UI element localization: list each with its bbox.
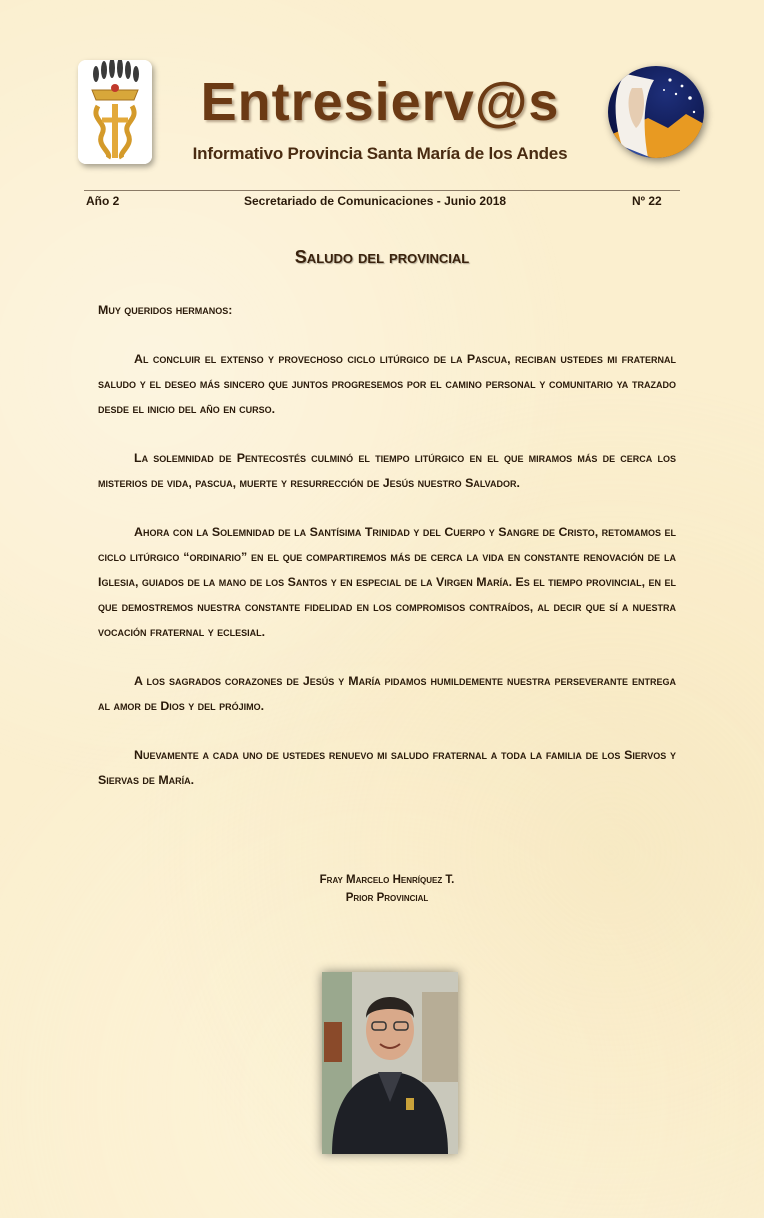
header-divider: [84, 190, 680, 191]
paragraph: La solemnidad de Pentecostés culminó el tiempo litúrgico en el que miramos más de cerca los misterios de vida, pascua, muerte y resurrección de Jesús nuestro Salvador.: [98, 451, 676, 490]
masthead: [180, 72, 580, 164]
paragraph: Nuevamente a cada uno de ustedes renuevo mi saludo fraternal a toda la familia de los Siervos y Siervas de María.: [98, 748, 676, 787]
signature-block: [0, 871, 764, 907]
greeting: Muy queridos hermanos:: [98, 303, 233, 317]
issue-number: Nº 22: [632, 194, 662, 208]
department-date: Secretariado de Comunicaciones - Junio 2018: [244, 194, 507, 208]
newsletter-title: Entresierv@s: [200, 72, 560, 132]
paragraph: Al concluir el extenso y provechoso ciclo litúrgico de la Pascua, reciban ustedes mi fraternal saludo y el deseo más sincero que juntos progresemos por el camino personal y comunitario ya trazado desde el inicio del año en curso.: [98, 352, 676, 416]
signature-name: Fray Marcelo Henríquez T.: [319, 874, 455, 886]
signature-title: Prior Provincial: [345, 892, 429, 904]
article-heading: Saludo del provincial: [294, 247, 470, 267]
provincial-photo: [322, 972, 458, 1154]
article-body: [98, 298, 676, 817]
newsletter-subtitle: Informativo Provincia Santa María de los Andes: [192, 144, 568, 163]
paragraph: Ahora con la Solemnidad de la Santísima Trinidad y del Cuerpo y Sangre de Cristo, retomamos el ciclo litúrgico “ordinario” en el que compartiremos más de cerca la vida en constante renovación de la Iglesia, guiados de la mano de los Santos y en especial de la Virgen María. Es el tiempo provincial, en el que demostremos nuestra constante fidelidad en los compromisos contraídos, al decir que sí a nuestra vocación fraternal y eclesial.: [98, 525, 676, 639]
madonna-logo: [608, 66, 704, 158]
paragraph: A los sagrados corazones de Jesús y María pidamos humildemente nuestra perseverante entrega al amor de Dios y del prójimo.: [98, 674, 676, 713]
volume-year: Año 2: [86, 194, 120, 208]
order-emblem-logo: [78, 60, 152, 164]
